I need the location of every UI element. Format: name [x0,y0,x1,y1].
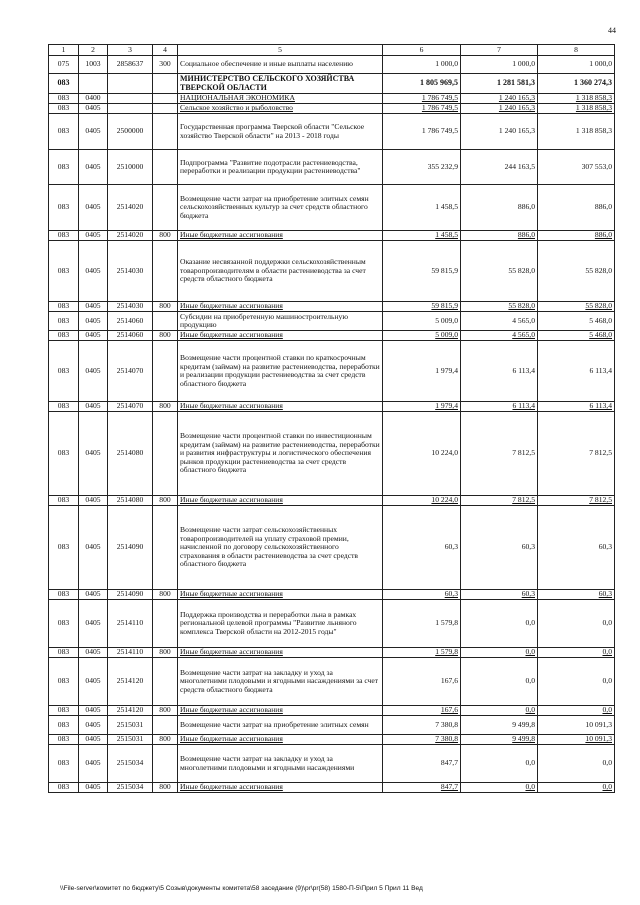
table-row [49,94,615,104]
table-row [49,56,615,74]
admin-code-cell: 083 [49,706,79,716]
col-header-2: 2 [79,45,108,56]
amount-year-3-cell: 7 812,5 [538,412,615,496]
target-code-cell: 2515031 [108,716,153,735]
item-name-cell: Иные бюджетные ассигнования [178,302,383,312]
amount-year-1-cell: 847,7 [383,783,461,793]
expense-type-code-cell [153,104,178,114]
section-code-cell: 0405 [79,735,108,745]
item-name-cell: Субсидии на приобретенную машиностроительную продукцию [178,312,383,331]
expense-type-code-cell [153,150,178,185]
amount-year-1-cell: 1 805 969,5 [383,74,461,94]
target-code-cell: 2514080 [108,496,153,506]
item-name-cell: Возмещение части затрат на закладку и уход за многолетними плодовыми и ягодными насаждениями за счет средств областного бюджета [178,658,383,706]
admin-code-cell: 083 [49,412,79,496]
amount-year-3-cell: 5 468,0 [538,312,615,331]
expense-type-code-cell: 800 [153,590,178,600]
section-code-cell: 0405 [79,302,108,312]
section-code-cell: 0405 [79,412,108,496]
admin-code-cell: 083 [49,74,79,94]
expense-type-code-cell [153,412,178,496]
amount-year-3-cell: 886,0 [538,185,615,231]
section-code-cell: 0405 [79,706,108,716]
item-name-cell: Возмещение части затрат на приобретение элитных семян [178,716,383,735]
admin-code-cell: 083 [49,104,79,114]
target-code-cell: 2514120 [108,706,153,716]
item-name-cell: Иные бюджетные ассигнования [178,706,383,716]
col-header-6: 6 [383,45,461,56]
table-row [49,716,615,735]
amount-year-2-cell: 7 812,5 [461,412,538,496]
file-path-footer: \\File-server\комитет по бюджету\5 Созыв\документы комитета\58 заседание (9)\pr\pr(58) 1580-П-5\Прил 5 Прил 11 Вед [60,885,423,892]
section-code-cell: 0405 [79,402,108,412]
target-code-cell: 2514070 [108,341,153,402]
item-name-cell: Возмещение части затрат на закладку и уход за многолетними плодовыми и ягодными насаждениями [178,745,383,783]
target-code-cell: 2514110 [108,648,153,658]
table-row [49,312,615,331]
table-row [49,745,615,783]
target-code-cell [108,94,153,104]
admin-code-cell: 083 [49,658,79,706]
amount-year-1-cell: 60,3 [383,506,461,590]
section-code-cell: 0400 [79,94,108,104]
item-name-cell: Иные бюджетные ассигнования [178,496,383,506]
amount-year-3-cell: 0,0 [538,783,615,793]
amount-year-1-cell: 1 579,8 [383,600,461,648]
section-code-cell: 0405 [79,783,108,793]
section-code-cell: 0405 [79,716,108,735]
col-header-5: 5 [178,45,383,56]
item-name-cell: Иные бюджетные ассигнования [178,783,383,793]
admin-code-cell: 083 [49,648,79,658]
section-code-cell: 0405 [79,331,108,341]
target-code-cell: 2514020 [108,231,153,241]
section-code-cell: 0405 [79,648,108,658]
amount-year-2-cell: 886,0 [461,231,538,241]
admin-code-cell: 083 [49,590,79,600]
amount-year-1-cell: 60,3 [383,590,461,600]
table-row [49,302,615,312]
admin-code-cell: 083 [49,241,79,302]
amount-year-1-cell: 1 979,4 [383,341,461,402]
section-code-cell: 1003 [79,56,108,74]
item-name-cell: Иные бюджетные ассигнования [178,231,383,241]
amount-year-3-cell: 6 113,4 [538,341,615,402]
admin-code-cell: 083 [49,312,79,331]
admin-code-cell: 083 [49,402,79,412]
table-row [49,331,615,341]
admin-code-cell: 075 [49,56,79,74]
amount-year-1-cell: 10 224,0 [383,496,461,506]
amount-year-3-cell: 1 318 858,3 [538,94,615,104]
table-row [49,590,615,600]
amount-year-1-cell: 1 786 749,5 [383,104,461,114]
expense-type-code-cell [153,341,178,402]
expense-type-code-cell: 800 [153,496,178,506]
expense-type-code-cell: 800 [153,331,178,341]
admin-code-cell: 083 [49,735,79,745]
section-code-cell: 0405 [79,600,108,648]
amount-year-1-cell: 1 979,4 [383,402,461,412]
expense-type-code-cell: 800 [153,706,178,716]
table-row [49,412,615,496]
amount-year-3-cell: 0,0 [538,706,615,716]
amount-year-2-cell: 7 812,5 [461,496,538,506]
amount-year-3-cell: 7 812,5 [538,496,615,506]
item-name-cell: Возмещение части затрат сельскохозяйственных товаропроизводителей на уплату страховой премии, начисленной по договору сельскохозяйственного страхования в области растениеводства за счет средств областного бюджета [178,506,383,590]
target-code-cell: 2514120 [108,658,153,706]
amount-year-2-cell: 1 240 165,3 [461,104,538,114]
table-row [49,496,615,506]
table-row [49,783,615,793]
item-name-cell: Государственная программа Тверской области "Сельское хозяйство Тверской области" на 2013 - 2018 годы [178,114,383,150]
table-row [49,114,615,150]
admin-code-cell: 083 [49,600,79,648]
section-code-cell: 0405 [79,114,108,150]
section-code-cell: 0405 [79,506,108,590]
table-row [49,600,615,648]
admin-code-cell: 083 [49,496,79,506]
amount-year-2-cell: 886,0 [461,185,538,231]
col-header-7: 7 [461,45,538,56]
amount-year-2-cell: 4 565,0 [461,312,538,331]
amount-year-2-cell: 244 163,5 [461,150,538,185]
amount-year-1-cell: 5 009,0 [383,312,461,331]
table-row [49,735,615,745]
target-code-cell: 2514060 [108,312,153,331]
admin-code-cell: 083 [49,745,79,783]
amount-year-1-cell: 167,6 [383,658,461,706]
amount-year-3-cell: 60,3 [538,590,615,600]
section-code-cell: 0405 [79,241,108,302]
expense-type-code-cell: 300 [153,56,178,74]
expense-type-code-cell: 800 [153,402,178,412]
amount-year-1-cell: 355 232,9 [383,150,461,185]
target-code-cell: 2514030 [108,241,153,302]
item-name-cell: Иные бюджетные ассигнования [178,735,383,745]
amount-year-1-cell: 7 380,8 [383,716,461,735]
amount-year-3-cell: 1 360 274,3 [538,74,615,94]
amount-year-3-cell: 0,0 [538,648,615,658]
table-row [49,402,615,412]
target-code-cell: 2514060 [108,331,153,341]
target-code-cell: 2514080 [108,412,153,496]
target-code-cell: 2500000 [108,114,153,150]
amount-year-3-cell: 307 553,0 [538,150,615,185]
amount-year-1-cell: 1 000,0 [383,56,461,74]
admin-code-cell: 083 [49,150,79,185]
section-code-cell: 0405 [79,185,108,231]
target-code-cell: 2514110 [108,600,153,648]
amount-year-3-cell: 55 828,0 [538,302,615,312]
amount-year-2-cell: 6 113,4 [461,341,538,402]
header-row [49,45,615,56]
expense-type-code-cell [153,74,178,94]
section-code-cell: 0405 [79,658,108,706]
amount-year-2-cell: 1 000,0 [461,56,538,74]
expense-type-code-cell: 800 [153,302,178,312]
admin-code-cell: 083 [49,231,79,241]
section-code-cell: 0405 [79,231,108,241]
page-number: 44 [608,26,616,35]
item-name-cell: Оказание несвязанной поддержки сельскохозяйственным товаропроизводителям в области растениеводства за счет средств областного бюджета [178,241,383,302]
amount-year-3-cell: 60,3 [538,506,615,590]
amount-year-1-cell: 1 786 749,5 [383,114,461,150]
amount-year-2-cell: 1 240 165,3 [461,94,538,104]
amount-year-2-cell: 0,0 [461,658,538,706]
amount-year-3-cell: 0,0 [538,745,615,783]
target-code-cell [108,104,153,114]
item-name-cell: Поддержка производства и переработки льна в рамках региональной целевой программы "Развитие льняного комплекса Тверской области на 2012-2015 годы" [178,600,383,648]
expense-type-code-cell [153,241,178,302]
amount-year-3-cell: 1 000,0 [538,56,615,74]
target-code-cell: 2515031 [108,735,153,745]
table-row [49,231,615,241]
amount-year-1-cell: 1 786 749,5 [383,94,461,104]
table-row [49,706,615,716]
expense-type-code-cell [153,658,178,706]
admin-code-cell: 083 [49,302,79,312]
amount-year-1-cell: 1 458,5 [383,231,461,241]
admin-code-cell: 083 [49,716,79,735]
col-header-4: 4 [153,45,178,56]
target-code-cell: 2858637 [108,56,153,74]
amount-year-3-cell: 5 468,0 [538,331,615,341]
amount-year-3-cell: 1 318 858,3 [538,104,615,114]
budget-table [48,44,615,793]
amount-year-3-cell: 1 318 858,3 [538,114,615,150]
expense-type-code-cell [153,745,178,783]
section-code-cell: 0405 [79,312,108,331]
amount-year-2-cell: 0,0 [461,745,538,783]
expense-type-code-cell [153,185,178,231]
amount-year-1-cell: 847,7 [383,745,461,783]
amount-year-2-cell: 0,0 [461,600,538,648]
amount-year-2-cell: 9 499,8 [461,716,538,735]
amount-year-1-cell: 59 815,9 [383,241,461,302]
table-row [49,506,615,590]
item-name-cell: Подпрограмма "Развитие подотрасли растениеводства, переработки и реализации продукции растениеводства" [178,150,383,185]
amount-year-2-cell: 0,0 [461,706,538,716]
target-code-cell: 2514090 [108,506,153,590]
item-name-cell: Иные бюджетные ассигнования [178,590,383,600]
expense-type-code-cell: 800 [153,648,178,658]
col-header-3: 3 [108,45,153,56]
amount-year-2-cell: 0,0 [461,648,538,658]
expense-type-code-cell [153,312,178,331]
target-code-cell: 2514070 [108,402,153,412]
col-header-1: 1 [49,45,79,56]
col-header-8: 8 [538,45,615,56]
expense-type-code-cell: 800 [153,231,178,241]
table-row [49,241,615,302]
target-code-cell [108,74,153,94]
expense-type-code-cell [153,94,178,104]
amount-year-1-cell: 167,6 [383,706,461,716]
admin-code-cell: 083 [49,94,79,104]
expense-type-code-cell [153,114,178,150]
item-name-cell: Иные бюджетные ассигнования [178,402,383,412]
admin-code-cell: 083 [49,341,79,402]
amount-year-2-cell: 55 828,0 [461,241,538,302]
item-name-cell: Иные бюджетные ассигнования [178,331,383,341]
table-row [49,658,615,706]
admin-code-cell: 083 [49,331,79,341]
amount-year-3-cell: 6 113,4 [538,402,615,412]
item-name-cell: Возмещение части затрат на приобретение элитных семян сельскохозяйственных культур за счет средств областного бюджета [178,185,383,231]
target-code-cell: 2515034 [108,783,153,793]
section-code-cell: 0405 [79,104,108,114]
amount-year-2-cell: 9 499,8 [461,735,538,745]
target-code-cell: 2515034 [108,745,153,783]
amount-year-3-cell: 886,0 [538,231,615,241]
admin-code-cell: 083 [49,185,79,231]
table-row [49,341,615,402]
table-row [49,185,615,231]
table-row [49,150,615,185]
amount-year-3-cell: 0,0 [538,600,615,648]
section-code-cell: 0405 [79,341,108,402]
expense-type-code-cell [153,506,178,590]
section-code-cell: 0405 [79,590,108,600]
amount-year-3-cell: 55 828,0 [538,241,615,302]
target-code-cell: 2514030 [108,302,153,312]
admin-code-cell: 083 [49,506,79,590]
expense-type-code-cell [153,716,178,735]
expense-type-code-cell: 800 [153,735,178,745]
expense-type-code-cell: 800 [153,783,178,793]
amount-year-3-cell: 10 091,3 [538,735,615,745]
amount-year-3-cell: 0,0 [538,658,615,706]
table-row [49,104,615,114]
target-code-cell: 2514090 [108,590,153,600]
item-name-cell: Сельское хозяйство и рыболовство [178,104,383,114]
amount-year-1-cell: 10 224,0 [383,412,461,496]
expense-type-code-cell [153,600,178,648]
amount-year-2-cell: 4 565,0 [461,331,538,341]
target-code-cell: 2514020 [108,185,153,231]
target-code-cell: 2510000 [108,150,153,185]
amount-year-2-cell: 60,3 [461,506,538,590]
amount-year-1-cell: 7 380,8 [383,735,461,745]
admin-code-cell: 083 [49,783,79,793]
amount-year-2-cell: 1 240 165,3 [461,114,538,150]
admin-code-cell: 083 [49,114,79,150]
amount-year-2-cell: 60,3 [461,590,538,600]
amount-year-2-cell: 0,0 [461,783,538,793]
item-name-cell: Возмещение части процентной ставки по инвестиционным кредитам (займам) на развитие растениеводства, переработки и развития инфраструктуры и логистического обеспечения рынков продукции растениеводства за счет средств областного бюджета [178,412,383,496]
amount-year-1-cell: 5 009,0 [383,331,461,341]
amount-year-1-cell: 1 579,8 [383,648,461,658]
section-code-cell: 0405 [79,496,108,506]
amount-year-3-cell: 10 091,3 [538,716,615,735]
amount-year-2-cell: 1 281 581,3 [461,74,538,94]
item-name-cell: Иные бюджетные ассигнования [178,648,383,658]
item-name-cell: Возмещение части процентной ставки по краткосрочным кредитам (займам) на развитие растениеводства, переработки и реализации продукции растениеводства за счет средств областного бюджета [178,341,383,402]
item-name-cell: НАЦИОНАЛЬНАЯ ЭКОНОМИКА [178,94,383,104]
amount-year-2-cell: 55 828,0 [461,302,538,312]
amount-year-1-cell: 1 458,5 [383,185,461,231]
section-code-cell [79,74,108,94]
amount-year-2-cell: 6 113,4 [461,402,538,412]
amount-year-1-cell: 59 815,9 [383,302,461,312]
item-name-cell: Социальное обеспечение и иные выплаты населению [178,56,383,74]
table-row [49,648,615,658]
section-code-cell: 0405 [79,745,108,783]
table-row [49,74,615,94]
item-name-cell: МИНИСТЕРСТВО СЕЛЬСКОГО ХОЗЯЙСТВА ТВЕРСКОЙ ОБЛАСТИ [178,74,383,94]
section-code-cell: 0405 [79,150,108,185]
